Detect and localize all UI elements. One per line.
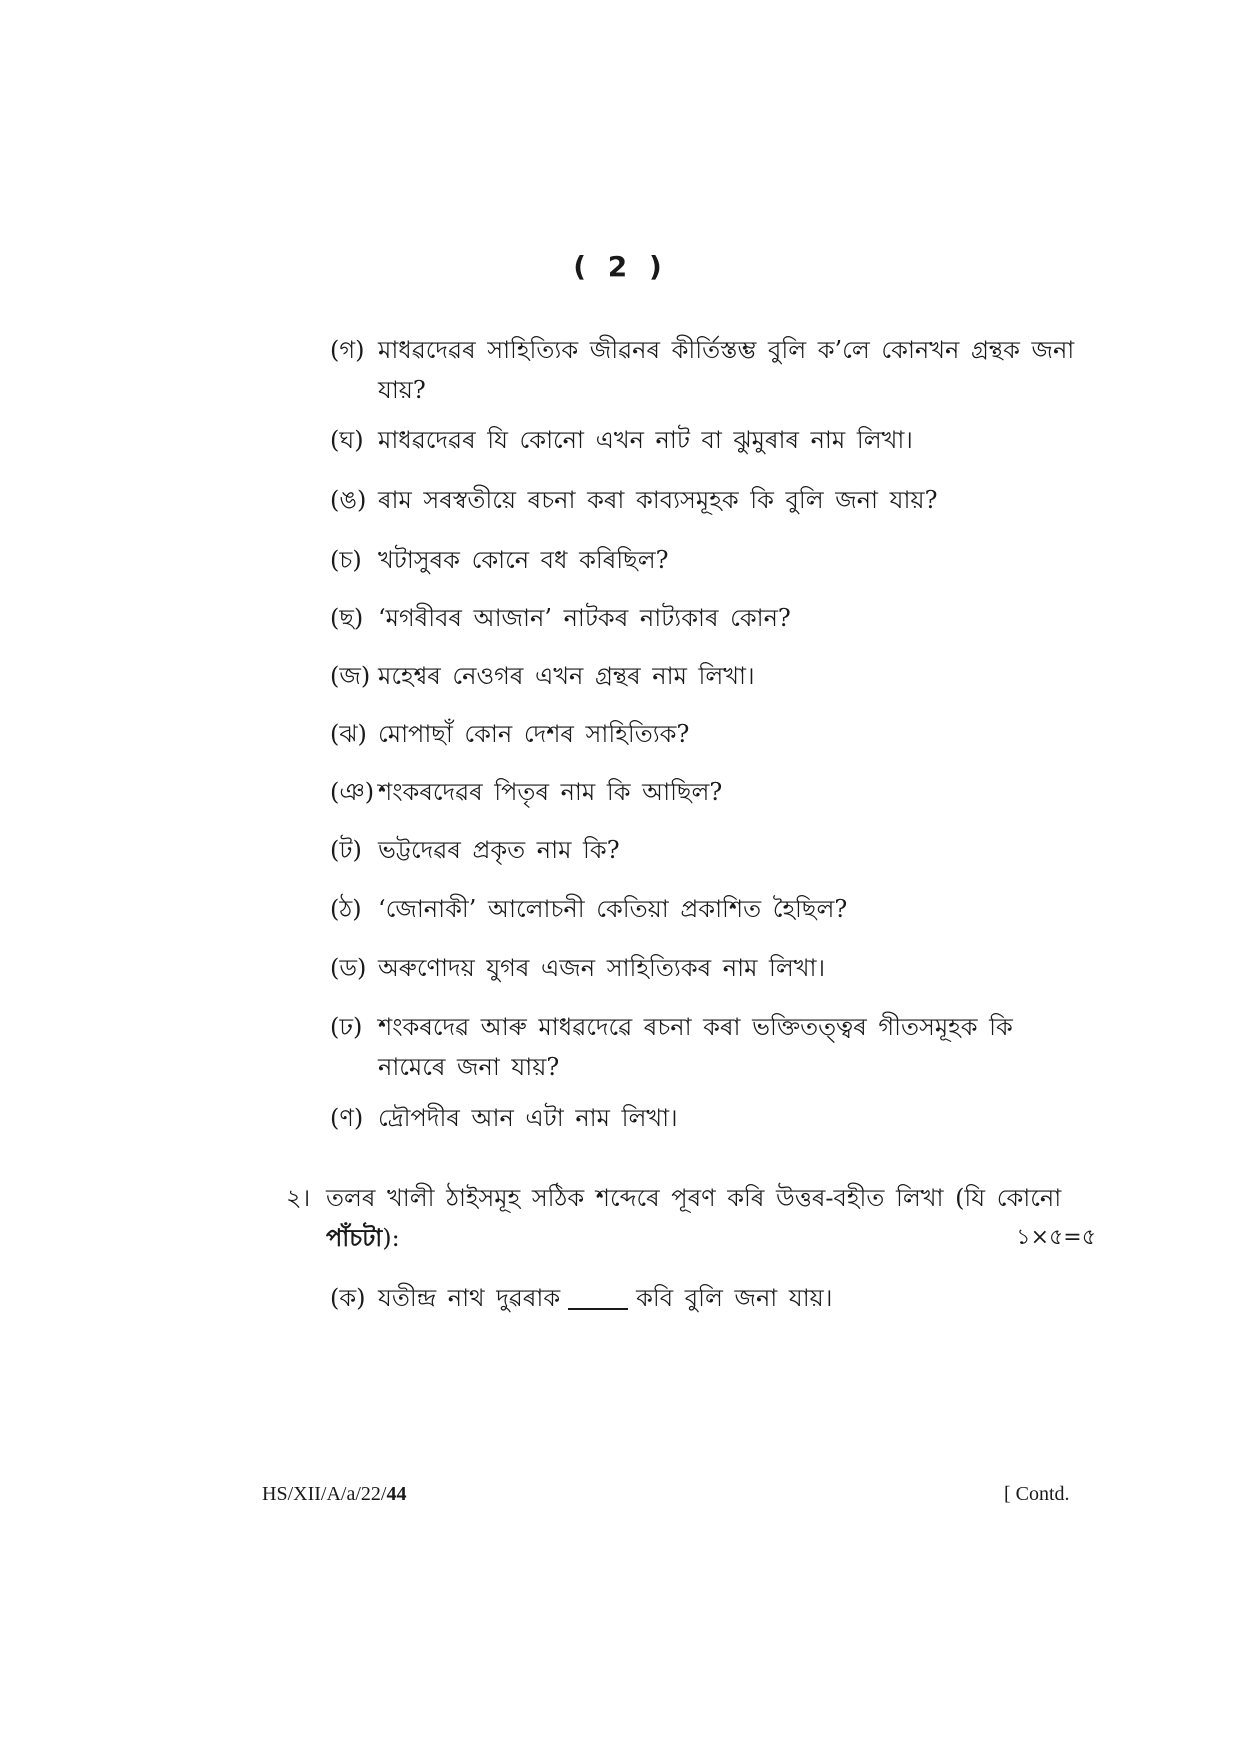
paper-code-number: 44 [386, 1483, 407, 1505]
question-2-instruction-end: ): [382, 1224, 400, 1252]
question-ttha [330, 889, 1090, 929]
question-ddha [330, 1007, 1090, 1087]
question-ja [330, 656, 1090, 696]
question-label: (ঠ) [330, 895, 362, 923]
question-chha [330, 598, 1090, 638]
question-jha [330, 714, 1090, 754]
question-nna [330, 1098, 1090, 1138]
question-text: শংকৰদেৱৰ পিতৃৰ নাম কি আছিল? [378, 778, 723, 806]
continued-marker: [ Contd. [1004, 1483, 1070, 1505]
fill-text-before: যতীন্দ্ৰ নাথ দুৱৰাক [378, 1284, 561, 1312]
question-label: (ড) [330, 954, 367, 982]
question-2-ka [330, 1278, 1090, 1318]
page-number: ( 2 ) [573, 250, 668, 283]
question-cha [330, 540, 1090, 580]
question-label: (গ) [330, 336, 365, 364]
question-text: মাধৱদেৱৰ যি কোনো এখন নাট বা ঝুমুৰাৰ নাম লিখা। [378, 426, 913, 454]
question-2-text [326, 1178, 1096, 1258]
question-tta [330, 830, 1090, 870]
paper-code [262, 1483, 406, 1506]
question-text: খটাসুৰক কোনে বধ কৰিছিল? [378, 546, 669, 574]
question-text: অৰুণোদয় যুগৰ এজন সাহিত্যিকৰ নাম লিখা। [378, 954, 826, 982]
question-label: (ঞ) [330, 778, 375, 806]
question-text: মাধৱদেৱৰ সাহিত্যিক জীৱনৰ কীৰ্তিস্তম্ভ বুলি ক’লে কোনখন গ্ৰন্থক জনা যায়? [378, 336, 1075, 404]
question-ga [330, 330, 1090, 410]
question-label: (ঙ) [330, 486, 367, 514]
question-text: ‘মগৰীবৰ আজান’ নাটকৰ নাট্যকাৰ কোন? [378, 604, 791, 632]
question-label: (ট) [330, 836, 362, 864]
fill-text-after: কবি বুলি জনা যায়। [636, 1284, 833, 1312]
question-text [378, 1278, 1090, 1318]
question-nya [330, 772, 1090, 812]
question-2-marks: ১×৫=৫ [1016, 1225, 1096, 1250]
question-2 [286, 1178, 1096, 1258]
question-label: (ছ) [330, 604, 364, 632]
question-label: (ঘ) [330, 426, 364, 454]
question-label: (ক) [330, 1284, 366, 1312]
fill-blank [568, 1308, 628, 1310]
question-text: মহেশ্বৰ নেওগৰ এখন গ্ৰন্থৰ নাম লিখা। [378, 662, 755, 690]
paper-code-prefix: HS/XII/A/a/22/ [262, 1483, 387, 1505]
question-text: দ্ৰৌপদীৰ আন এটা নাম লিখা। [378, 1104, 678, 1132]
question-label: (ঝ) [330, 720, 367, 748]
question-text: ‘জোনাকী’ আলোচনী কেতিয়া প্ৰকাশিত হৈছিল? [378, 895, 848, 923]
question-text: শংকৰদেৱ আৰু মাধৱদেৱে ৰচনা কৰা ভক্তিতত্ত্বৰ গীতসমূহক কি নামেৰে জনা যায়? [378, 1013, 1013, 1081]
question-nga [330, 480, 1090, 520]
question-label: (জ) [330, 662, 371, 690]
question-2-number: ২। [286, 1184, 311, 1212]
question-text: মোপাছাঁ কোন দেশৰ সাহিত্যিক? [378, 720, 690, 748]
question-2-instruction: তলৰ খালী ঠাইসমূহ সঠিক শব্দেৰে পূৰণ কৰি উত্তৰ-বহীত লিখা (যি কোনো [326, 1184, 1062, 1212]
question-gha [330, 420, 1090, 460]
question-dda [330, 948, 1090, 988]
question-text: ৰাম সৰস্বতীয়ে ৰচনা কৰা কাব্যসমূহক কি বুলি জনা যায়? [378, 486, 938, 514]
question-label: (ণ) [330, 1104, 364, 1132]
question-label: (ঢ) [330, 1013, 363, 1041]
question-text: ভট্টদেৱৰ প্ৰকৃত নাম কি? [378, 836, 620, 864]
question-2-count: পাঁচটা [326, 1223, 383, 1252]
question-label: (চ) [330, 546, 362, 574]
